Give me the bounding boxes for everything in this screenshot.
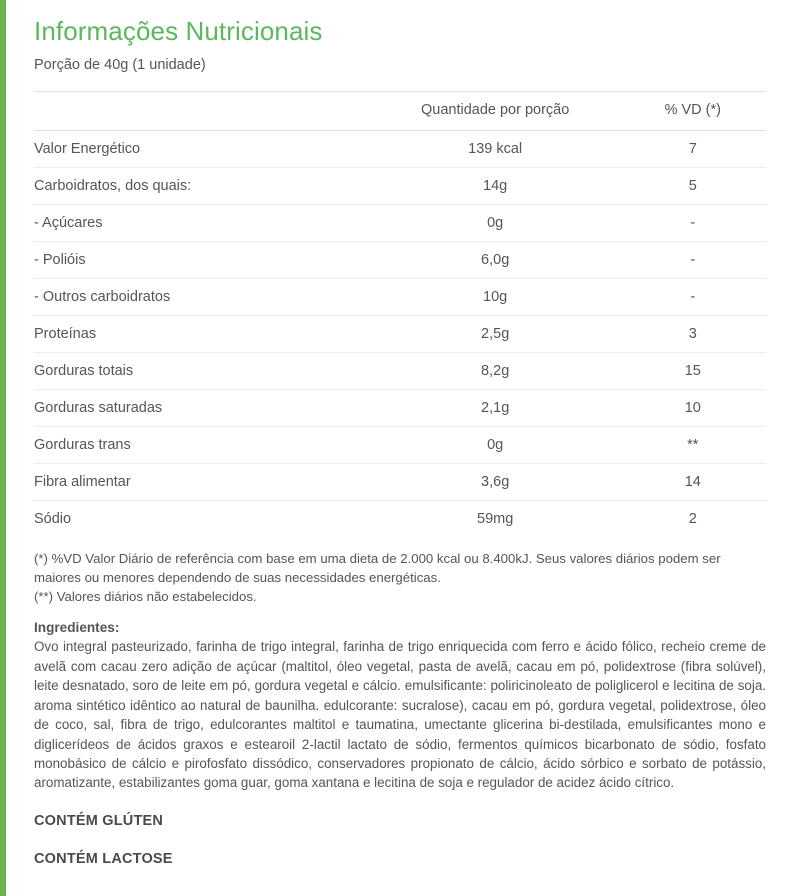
column-header-dv: % VD (*) — [620, 92, 766, 131]
ingredients-title: Ingredientes: — [34, 620, 120, 636]
nutrient-name: Carboidratos, dos quais: — [34, 168, 371, 205]
nutrient-quantity: 59mg — [371, 501, 620, 538]
table-row — [34, 279, 766, 316]
nutrient-name: Valor Energético — [34, 131, 371, 168]
serving-size-text: Porção de 40g (1 unidade) — [34, 57, 206, 73]
nutrient-name: Proteínas — [34, 316, 371, 353]
table-row — [34, 353, 766, 390]
nutrient-dv: 7 — [620, 131, 766, 168]
allergen-lactose: CONTÉM LACTOSE — [34, 850, 173, 867]
nutrient-name: Fibra alimentar — [34, 464, 371, 501]
table-row — [34, 464, 766, 501]
nutrient-dv: - — [620, 242, 766, 279]
column-header-nutrient — [34, 92, 371, 131]
nutrient-quantity: 3,6g — [371, 464, 620, 501]
table-row — [34, 242, 766, 279]
nutrient-quantity: 0g — [371, 427, 620, 464]
nutrient-dv: 5 — [620, 168, 766, 205]
nutrient-quantity: 8,2g — [371, 353, 620, 390]
page-title: Informações Nutricionais — [34, 16, 323, 46]
footnote-daily-value: (*) %VD Valor Diário de referência com base em uma dieta de 2.000 kcal ou 8.400kJ. Seus valores diários podem ser maiores ou menores dependendo de suas necessidades energéticas. — [34, 551, 721, 586]
nutrient-name: - Outros carboidratos — [34, 279, 371, 316]
table-row — [34, 427, 766, 464]
nutrient-dv: - — [620, 205, 766, 242]
nutrient-dv: 3 — [620, 316, 766, 353]
table-row — [34, 501, 766, 538]
table-row — [34, 131, 766, 168]
nutrient-quantity: 6,0g — [371, 242, 620, 279]
nutrient-dv: 10 — [620, 390, 766, 427]
nutrient-dv: ** — [620, 427, 766, 464]
table-row — [34, 205, 766, 242]
nutrient-name: Gorduras saturadas — [34, 390, 371, 427]
table-row — [34, 390, 766, 427]
nutrient-quantity: 14g — [371, 168, 620, 205]
table-header-row — [34, 92, 766, 131]
nutrient-quantity: 139 kcal — [371, 131, 620, 168]
nutrient-quantity: 0g — [371, 205, 620, 242]
nutrient-quantity: 10g — [371, 279, 620, 316]
footnote-not-established: (**) Valores diários não estabelecidos. — [34, 589, 257, 605]
nutrient-dv: 15 — [620, 353, 766, 390]
ingredients-text: Ovo integral pasteurizado, farinha de trigo integral, farinha de trigo enriquecida com ferro e ácido fólico, recheio creme de avelã com cacau zero adição de açúcar (maltitol, óleo vegetal, pasta de avelã, cacau em pó, polidextrose (fibra solúvel), leite desnatado, soro de leite em pó, gordura vegetal e cálcio. emulsificante: poliricinoleato de poliglicerol e lecitina de soja. aroma sintético idêntico ao natural de baunilha. edulcorante: sucralose), cacau em pó, gordura vegetal, polidextrose, óleo de coco, sal, fibra de trigo, edulcorantes maltitol e taumatina, umectante glicerina bi-destilada, emulsificantes mono e diglicerídeos de ácidos graxos e estearoil 2-lactil lactato de sódio, fermentos químicos bicarbonato de sódio, fosfato monobásico de cálcio e pirofosfato dissódico, conservadores propionato de cálcio, ácido sórbico e sorbato de potássio, aromatizante, estabilizantes goma guar, goma xantana e lecitina de soja e regulador de acidez ácido cítrico. — [34, 639, 766, 791]
table-body — [34, 131, 766, 538]
accent-bar — [0, 0, 6, 896]
nutrient-quantity: 2,5g — [371, 316, 620, 353]
nutrient-name: Sódio — [34, 501, 371, 538]
nutrient-quantity: 2,1g — [371, 390, 620, 427]
allergen-gluten: CONTÉM GLÚTEN — [34, 812, 164, 829]
table-header — [34, 92, 766, 131]
column-header-quantity: Quantidade por porção — [371, 92, 620, 131]
nutrient-name: Gorduras totais — [34, 353, 371, 390]
table-row — [34, 316, 766, 353]
footnotes — [34, 549, 766, 606]
nutrient-name: - Polióis — [34, 242, 371, 279]
nutrient-dv: - — [620, 279, 766, 316]
nutrient-dv: 2 — [620, 501, 766, 538]
nutrient-dv: 14 — [620, 464, 766, 501]
nutrition-table — [34, 91, 766, 537]
table-row — [34, 168, 766, 205]
nutrient-name: Gorduras trans — [34, 427, 371, 464]
nutrient-name: - Açúcares — [34, 205, 371, 242]
